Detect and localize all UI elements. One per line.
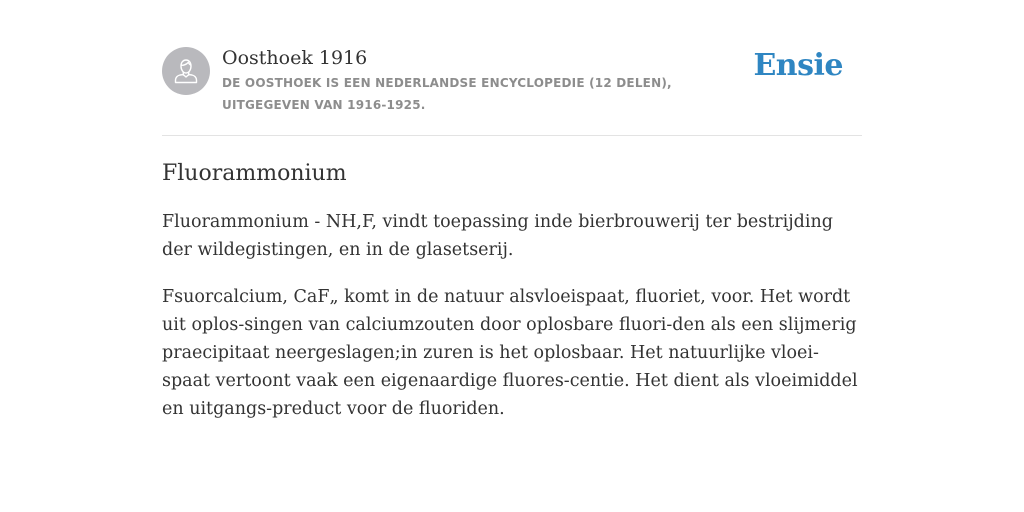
user-avatar-icon (171, 56, 201, 86)
article-title: Fluorammonium (162, 161, 347, 186)
article-paragraph: Fluorammonium - NH,F, vindt toepassing inde bierbrouwerij ter bestrijding der wildegistingen, en in de glasetserij. (162, 212, 833, 260)
source-description: DE OOSTHOEK IS EEN NEDERLANDSE ENCYCLOPEDIE (12 DELEN), UITGEGEVEN VAN 1916-1925. (222, 76, 672, 112)
article-paragraph: Fsuorcalcium, CaF„ komt in de natuur alsvloeispaat, fluoriet, voor. Het wordt uit oplos-singen van calciumzouten door oplosbare fluori-den als een slijmerig praecipitaat neergeslagen;in zuren is het oplosbaar. Het natuurlijke vloei-spaat vertoont vaak een eigenaardige fluores-centie. Het dient als vloeimiddel en uitgangs-preduct voor de fluoriden. (162, 287, 858, 419)
brand-logo[interactable]: Ensie (753, 48, 843, 83)
source-header (162, 44, 862, 136)
avatar[interactable] (162, 47, 210, 95)
source-info (222, 44, 762, 116)
article (162, 156, 862, 442)
source-name[interactable]: Oosthoek 1916 (222, 47, 368, 69)
